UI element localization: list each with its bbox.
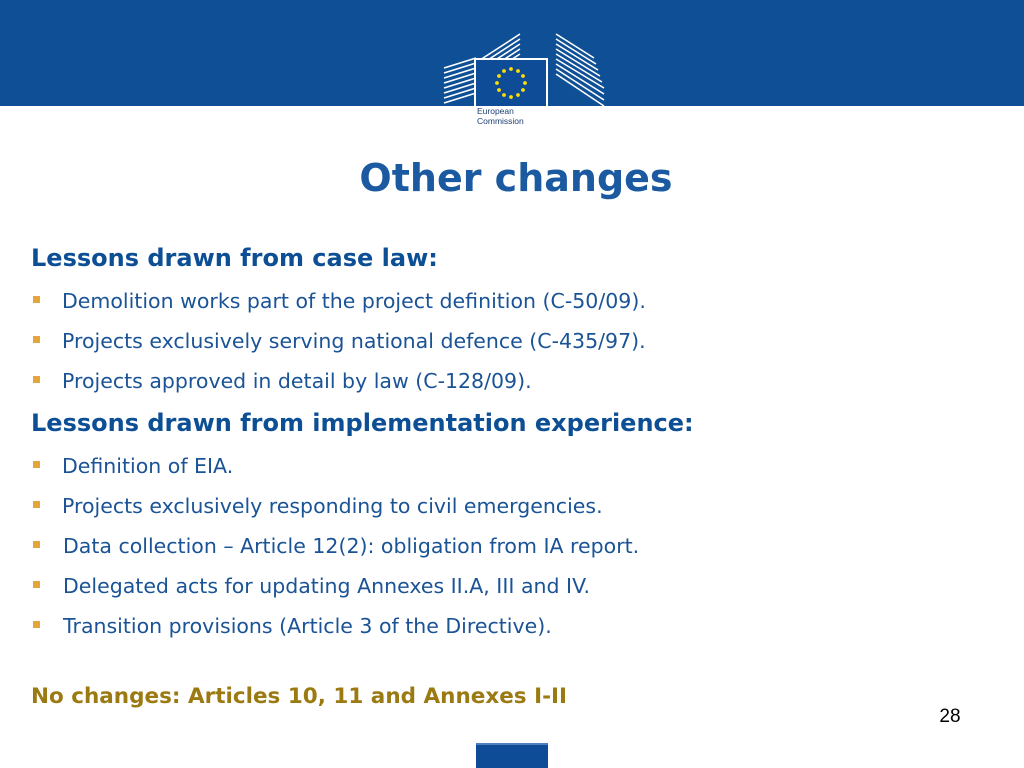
footer-flag-strip — [476, 743, 548, 768]
list-item-text: Delegated acts for updating Annexes II.A, III and IV. — [63, 574, 590, 598]
list-item-text: Projects exclusively serving national defence (C-435/97). — [62, 329, 646, 353]
case-law-heading: Lessons drawn from case law: — [31, 244, 438, 272]
list-item-text: Transition provisions (Article 3 of the Directive). — [63, 614, 552, 638]
european-commission-logo — [436, 28, 612, 144]
list-item — [31, 364, 646, 404]
list-item-text: Demolition works part of the project definition (C-50/09). — [62, 289, 646, 313]
square-bullet-icon — [33, 621, 40, 628]
implementation-list — [31, 449, 639, 649]
european-commission-logo-icon — [436, 28, 612, 144]
list-item-text: Projects exclusively responding to civil emergencies. — [62, 494, 603, 518]
list-item — [31, 609, 639, 649]
list-item — [31, 489, 639, 529]
implementation-heading: Lessons drawn from implementation experience: — [31, 409, 694, 437]
list-item — [31, 324, 646, 364]
list-item — [31, 569, 639, 609]
square-bullet-icon — [33, 296, 40, 303]
square-bullet-icon — [33, 461, 40, 468]
square-bullet-icon — [33, 336, 40, 343]
slide-title: Other changes — [359, 156, 673, 200]
square-bullet-icon — [33, 376, 40, 383]
logo-wordmark-line-2: Commission — [477, 116, 524, 126]
logo-wordmark — [477, 106, 545, 126]
square-bullet-icon — [33, 501, 40, 508]
list-item — [31, 284, 646, 324]
list-item-text: Data collection – Article 12(2): obligation from IA report. — [63, 534, 640, 558]
no-changes-note: No changes: Articles 10, 11 and Annexes I-II — [31, 684, 567, 709]
list-item-text: Definition of EIA. — [62, 454, 234, 478]
list-item — [31, 529, 639, 569]
case-law-list — [31, 284, 646, 404]
page-number: 28 — [939, 706, 961, 727]
square-bullet-icon — [33, 541, 40, 548]
logo-wordmark-line-1: European — [477, 106, 514, 116]
list-item — [31, 449, 639, 489]
list-item-text: Projects approved in detail by law (C-128/09). — [62, 369, 532, 393]
square-bullet-icon — [33, 581, 40, 588]
